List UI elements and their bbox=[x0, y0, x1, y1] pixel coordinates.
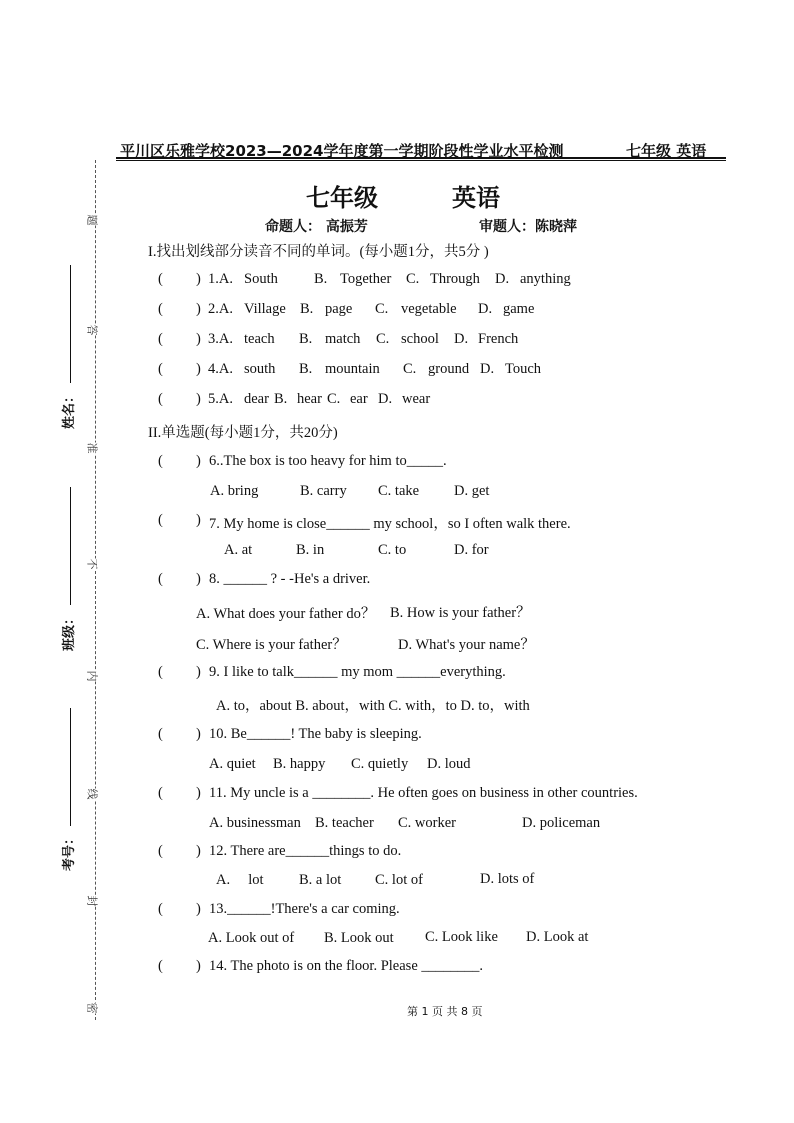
binding-char: 答 bbox=[85, 324, 99, 336]
answer-paren-close: ) bbox=[196, 843, 201, 859]
binding-char: 线 bbox=[85, 788, 99, 800]
exam-number-label: 考号： bbox=[62, 831, 78, 872]
answer-paren-open: ( bbox=[158, 726, 163, 742]
option-b: match bbox=[325, 331, 361, 347]
question-number: 3.A. bbox=[208, 331, 233, 347]
option-c-letter: C. bbox=[403, 361, 417, 377]
q11-option-c: C. worker bbox=[398, 815, 456, 831]
option-d: anything bbox=[520, 271, 571, 287]
class-blank[interactable] bbox=[70, 487, 71, 605]
answer-paren-open: ( bbox=[158, 512, 163, 528]
section-1-heading: I.找出划线部分读音不同的单词。(每小题1分，共5分 ) bbox=[148, 244, 489, 260]
option-c: ear bbox=[350, 391, 368, 407]
answer-paren-open: ( bbox=[158, 664, 163, 680]
answer-paren-open: ( bbox=[158, 843, 163, 859]
option-b: hear bbox=[297, 391, 322, 407]
option-d-letter: D. bbox=[495, 271, 510, 287]
option-c-letter: C. bbox=[375, 301, 389, 317]
answer-paren-close: ) bbox=[196, 453, 201, 469]
option-b: Together bbox=[340, 271, 392, 287]
option-c-letter: C. bbox=[406, 271, 420, 287]
option-c: school bbox=[401, 331, 439, 347]
question-11: 11. My uncle is a ________. He often goes on business in other countries. bbox=[209, 785, 638, 801]
q8-option-d: D. What's your name？ bbox=[398, 637, 535, 653]
option-c-letter: C. bbox=[376, 331, 390, 347]
option-d: Touch bbox=[505, 361, 542, 377]
exam-header-grade-subject: 七年级 英语 bbox=[626, 142, 707, 160]
answer-paren-open: ( bbox=[158, 901, 163, 917]
question-setter: 命题人： 高振芳 bbox=[265, 219, 368, 235]
q11-option-d: D. policeman bbox=[522, 815, 601, 831]
q11-option-a: A. businessman bbox=[209, 815, 301, 831]
header-rule bbox=[116, 157, 726, 159]
q8-option-a: A. What does your father do？ bbox=[196, 606, 376, 622]
answer-paren-close: ) bbox=[196, 271, 201, 287]
answer-paren-close: ) bbox=[196, 391, 201, 407]
q10-option-d: D. loud bbox=[427, 756, 471, 772]
option-d: wear bbox=[402, 391, 431, 407]
answer-paren-close: ) bbox=[196, 331, 201, 347]
binding-char: 内 bbox=[85, 670, 99, 682]
option-d: French bbox=[478, 331, 519, 347]
answer-paren-open: ( bbox=[158, 571, 163, 587]
q10-option-b: B. happy bbox=[273, 756, 326, 772]
answer-paren-open: ( bbox=[158, 785, 163, 801]
option-c: vegetable bbox=[401, 301, 457, 317]
answer-paren-open: ( bbox=[158, 958, 163, 974]
question-13: 13.______!There's a car coming. bbox=[209, 901, 400, 917]
question-14: 14. The photo is on the floor. Please ________. bbox=[209, 958, 483, 974]
question-number: 5.A. bbox=[208, 391, 233, 407]
q8-option-c: C. Where is your father？ bbox=[196, 637, 347, 653]
q6-option-a: A. bring bbox=[210, 483, 259, 499]
q12-option-c: C. lot of bbox=[375, 872, 423, 888]
q11-option-b: B. teacher bbox=[315, 815, 374, 831]
q8-option-b: B. How is your father？ bbox=[390, 605, 531, 621]
name-label: 姓名： bbox=[62, 389, 78, 430]
question-8: 8. ______ ? - -He's a driver. bbox=[209, 571, 371, 587]
option-c: Through bbox=[430, 271, 480, 287]
section-2-heading: II.单选题(每小题1分，共20分) bbox=[148, 425, 338, 441]
option-b-letter: B. bbox=[299, 331, 313, 347]
answer-paren-close: ) bbox=[196, 361, 201, 377]
option-b-letter: B. bbox=[274, 391, 288, 407]
answer-paren-open: ( bbox=[158, 361, 163, 377]
option-d-letter: D. bbox=[454, 331, 469, 347]
answer-paren-open: ( bbox=[158, 391, 163, 407]
binding-char: 题 bbox=[85, 214, 99, 226]
binding-char: 准 bbox=[85, 442, 99, 454]
q9-options: A. to，about B. about，with C. with，to D. to，with bbox=[216, 698, 530, 714]
option-a: south bbox=[244, 361, 276, 377]
answer-paren-close: ) bbox=[196, 301, 201, 317]
option-d-letter: D. bbox=[480, 361, 495, 377]
binding-char: 不 bbox=[85, 558, 99, 570]
question-number: 2.A. bbox=[208, 301, 233, 317]
answer-paren-close: ) bbox=[196, 664, 201, 680]
title-subject: 英语 bbox=[452, 184, 500, 212]
title-grade: 七年级 bbox=[306, 184, 378, 212]
header-rule-thin bbox=[116, 160, 726, 161]
answer-paren-open: ( bbox=[158, 453, 163, 469]
question-6: 6..The box is too heavy for him to_____. bbox=[209, 453, 447, 469]
q7-option-a: A. at bbox=[224, 542, 253, 558]
q12-option-a: A. lot bbox=[216, 872, 264, 888]
q12-option-b: B. a lot bbox=[299, 872, 342, 888]
answer-paren-close: ) bbox=[196, 901, 201, 917]
option-c: ground bbox=[428, 361, 470, 377]
q7-option-b: B. in bbox=[296, 542, 325, 558]
q6-option-b: B. carry bbox=[300, 483, 347, 499]
q13-option-c: C. Look like bbox=[425, 929, 498, 945]
option-b-letter: B. bbox=[299, 361, 313, 377]
q6-option-c: C. take bbox=[378, 483, 420, 499]
option-a: South bbox=[244, 271, 278, 287]
option-d: game bbox=[503, 301, 535, 317]
question-12: 12. There are______things to do. bbox=[209, 843, 402, 859]
q10-option-a: A. quiet bbox=[209, 756, 256, 772]
option-a: Village bbox=[244, 301, 286, 317]
exam-header-title: 平川区乐雅学校2023—2024学年度第一学期阶段性学业水平检测 bbox=[120, 142, 564, 160]
answer-paren-open: ( bbox=[158, 271, 163, 287]
page-number: 第 1 页 共 8 页 bbox=[407, 1005, 483, 1018]
answer-paren-close: ) bbox=[196, 512, 201, 528]
question-number: 1.A. bbox=[208, 271, 233, 287]
answer-paren-close: ) bbox=[196, 958, 201, 974]
option-a: dear bbox=[244, 391, 269, 407]
question-7: 7. My home is close______ my school，so I often walk there. bbox=[209, 516, 571, 532]
exam-number-blank[interactable] bbox=[70, 708, 71, 826]
answer-paren-open: ( bbox=[158, 331, 163, 347]
q13-option-b: B. Look out bbox=[324, 930, 394, 946]
answer-paren-close: ) bbox=[196, 785, 201, 801]
binding-char: 封 bbox=[85, 895, 99, 907]
option-c-letter: C. bbox=[327, 391, 341, 407]
option-a: teach bbox=[244, 331, 275, 347]
class-label: 班级： bbox=[62, 611, 78, 652]
q13-option-a: A. Look out of bbox=[208, 930, 295, 946]
option-b-letter: B. bbox=[300, 301, 314, 317]
option-b-letter: B. bbox=[314, 271, 328, 287]
option-b: mountain bbox=[325, 361, 380, 377]
question-9: 9. I like to talk______ my mom ______everything. bbox=[209, 664, 506, 680]
name-blank[interactable] bbox=[70, 265, 71, 383]
option-b: page bbox=[325, 301, 353, 317]
question-reviewer: 审题人：陈晓萍 bbox=[479, 219, 577, 235]
q12-option-d: D. lots of bbox=[480, 871, 535, 887]
answer-paren-close: ) bbox=[196, 726, 201, 742]
option-d-letter: D. bbox=[478, 301, 493, 317]
q6-option-d: D. get bbox=[454, 483, 490, 499]
binding-line bbox=[95, 160, 96, 1020]
question-10: 10. Be______! The baby is sleeping. bbox=[209, 726, 422, 742]
option-d-letter: D. bbox=[378, 391, 393, 407]
binding-char: 密 bbox=[85, 1002, 99, 1014]
q13-option-d: D. Look at bbox=[526, 929, 589, 945]
answer-paren-close: ) bbox=[196, 571, 201, 587]
question-number: 4.A. bbox=[208, 361, 233, 377]
q7-option-c: C. to bbox=[378, 542, 407, 558]
q7-option-d: D. for bbox=[454, 542, 489, 558]
q10-option-c: C. quietly bbox=[351, 756, 409, 772]
answer-paren-open: ( bbox=[158, 301, 163, 317]
